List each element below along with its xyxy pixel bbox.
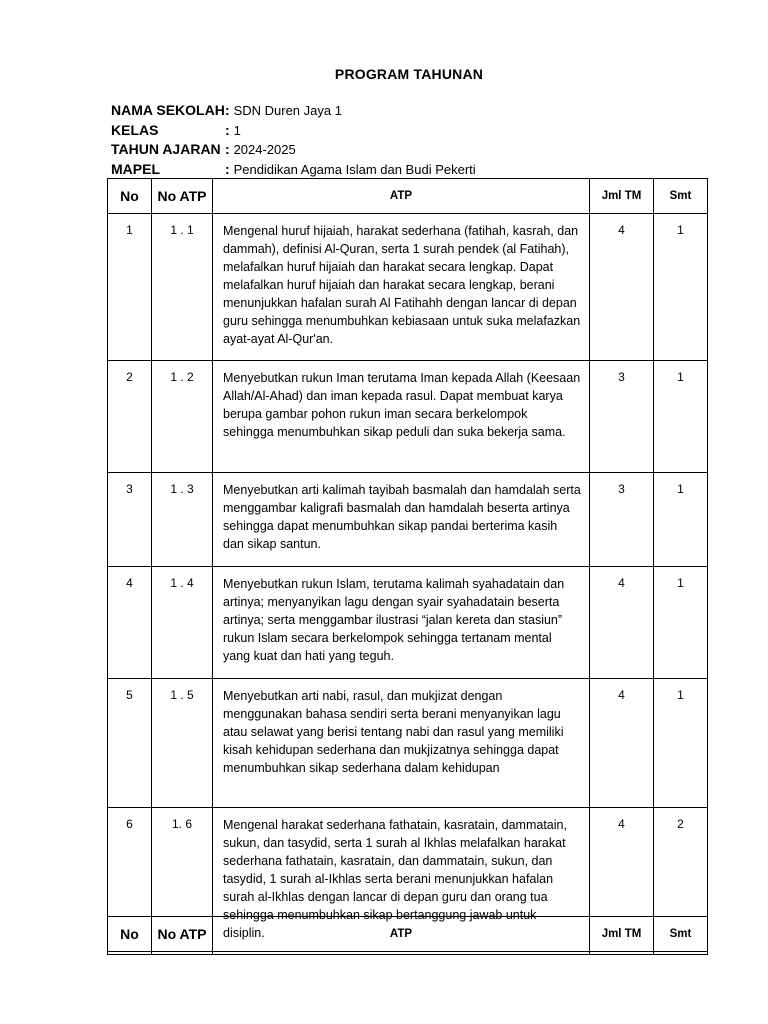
info-label: MAPEL — [111, 160, 160, 177]
cell-smt: 1 — [654, 214, 708, 361]
info-value: 1 — [233, 122, 241, 138]
cell-no-atp: 1. 6 — [152, 808, 213, 955]
info-colon: : — [225, 141, 230, 157]
table-row — [108, 473, 708, 567]
cell-atp: Menyebutkan arti nabi, rasul, dan mukjizat dengan menggunakan bahasa sendiri serta berani menyanyikan lagu atau selawat yang berisi tentang nabi dan rasul yang memiliki kisah kehidupan sederhana dan mukjizatnya sehingga dapat menumbuhkan sikap sederhana dalam kehidupan — [213, 679, 590, 808]
cell-smt: 1 — [654, 361, 708, 473]
cell-no: 1 — [108, 214, 152, 361]
info-value: SDN Duren Jaya 1 — [233, 103, 342, 118]
cell-atp: Menyebutkan rukun Iman terutama Iman kepada Allah (Keesaan Allah/Al-Ahad) dan iman kepada rasul. Dapat membuat karya berupa gambar pohon rukun iman secara berkelompok sehingga menumbuhkan sikap peduli dan suka bekerja sama. — [213, 361, 590, 473]
info-row-school — [111, 101, 476, 121]
cell-no-atp: 1 . 5 — [152, 679, 213, 808]
table-row — [108, 567, 708, 679]
cell-atp: Mengenal huruf hijaiah, harakat sederhana (fatihah, kasrah, dan dammah), definisi Al-Quran, serta 1 surah pendek (al Fatihah), melafalkan huruf hijaiah dan harakat secara lengkap. Dapat melafalkan huruf hijaiah dan harakat secara lengkap, berani menunjukkan hafalan surah Al Fatihahh dengan lancar di depan guru sehingga menumbuhkan kebiasaan untuk suka melafazkan ayat-ayat Al-Qur'an. — [213, 214, 590, 361]
cell-jml-tm: 4 — [590, 679, 654, 808]
cell-smt: 2 — [654, 808, 708, 955]
table-row — [108, 214, 708, 361]
info-label: TAHUN AJARAN — [111, 141, 221, 157]
cell-jml-tm: 3 — [590, 473, 654, 567]
cell-jml-tm: 4 — [590, 808, 654, 955]
header-smt: Smt — [654, 179, 708, 214]
cell-smt: 1 — [654, 473, 708, 567]
header-no-atp: No ATP — [152, 917, 213, 952]
school-info — [111, 101, 476, 179]
info-row-class — [111, 121, 476, 141]
cell-no: 4 — [108, 567, 152, 679]
cell-no: 5 — [108, 679, 152, 808]
cell-jml-tm: 3 — [590, 361, 654, 473]
header-no: No — [108, 179, 152, 214]
cell-no: 2 — [108, 361, 152, 473]
header-smt: Smt — [654, 917, 708, 952]
cell-no: 3 — [108, 473, 152, 567]
header-jml-tm: Jml TM — [590, 917, 654, 952]
cell-no-atp: 1 . 4 — [152, 567, 213, 679]
info-row-year — [111, 140, 476, 160]
document-title: PROGRAM TAHUNAN — [334, 66, 484, 82]
header-no-atp: No ATP — [152, 179, 213, 214]
cell-smt: 1 — [654, 567, 708, 679]
cell-smt: 1 — [654, 679, 708, 808]
cell-no-atp: 1 . 2 — [152, 361, 213, 473]
atp-table — [107, 178, 708, 955]
info-colon: : — [225, 121, 230, 138]
cell-atp: Menyebutkan arti kalimah tayibah basmalah dan hamdalah serta menggambar kaligrafi basmalah dan hamdalah beserta artinya sehingga dapat menumbuhkan sikap pandai berterima kasih dan sikap santun. — [213, 473, 590, 567]
cell-jml-tm: 4 — [590, 567, 654, 679]
table-header-row — [108, 179, 708, 214]
info-label: NAMA SEKOLAH — [111, 102, 225, 118]
header-atp: ATP — [213, 917, 590, 952]
info-value: 2024-2025 — [233, 142, 296, 157]
info-value: Pendidikan Agama Islam dan Budi Pekerti — [233, 161, 476, 177]
header-no: No — [108, 917, 152, 952]
header-jml-tm: Jml TM — [590, 179, 654, 214]
cell-no-atp: 1 . 1 — [152, 214, 213, 361]
info-colon: : — [225, 160, 230, 177]
cell-atp: Menyebutkan rukun Islam, terutama kalimah syahadatain dan artinya; menyanyikan lagu dengan syair syahadatain beserta artinya; serta menggambar ilustrasi “jalan kereta dan stasiun” rukun Islam secara berkelompok sehingga tertanam mental yang kuat dan hati yang teguh. — [213, 567, 590, 679]
info-row-subject — [111, 160, 476, 180]
cell-no: 6 — [108, 808, 152, 955]
table-row — [108, 679, 708, 808]
atp-table-continued — [107, 916, 708, 952]
cell-jml-tm: 4 — [590, 214, 654, 361]
table-row — [108, 361, 708, 473]
info-label: KELAS — [111, 121, 159, 138]
table-header-row — [108, 917, 708, 952]
header-atp: ATP — [213, 179, 590, 214]
cell-atp: Mengenal harakat sederhana fathatain, kasratain, dammatain, sukun, dan tasydid, serta 1 surah al Ikhlas melafalkan harakat sederhana fathatain, kasratain, dan dammatain, sukun, dan tasydid, 1 surah al-Ikhlas serta berani menunjukkan hafalan surah al-Ikhlas dengan lancar di depan guru dan orang tua sehingga menumbuhkan sikap bertanggung jawab untuk disiplin. — [213, 808, 590, 955]
cell-no-atp: 1 . 3 — [152, 473, 213, 567]
info-colon: : — [225, 102, 230, 118]
